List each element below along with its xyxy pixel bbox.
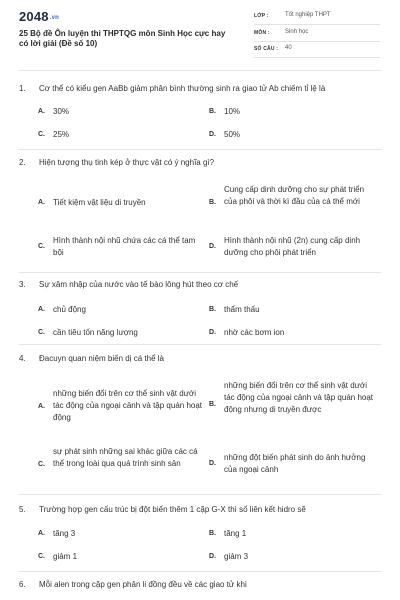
option-letter: D. [209,131,216,138]
option-text: 30% [53,107,70,116]
option-text: nhờ các bơm ion [224,328,285,337]
document-header [0,0,400,70]
option-text: tăng 3 [53,529,76,538]
option-letter: A. [38,199,45,206]
question-text: Trường hợp gen cấu trúc bị đột biến thêm 1 cặp G-X thì số liên kết hidro sẽ [39,505,306,514]
option-letter: A. [38,306,45,313]
meta-subject [254,27,380,42]
question-divider [19,344,381,345]
site-logo[interactable] [19,9,59,24]
option-letter: C. [38,243,45,250]
option-text: sự phát sinh những sai khác giữa các cá thể trong loài qua quá trình sinh sản [53,447,198,468]
question-number: 2. [19,158,26,167]
question-text: Hiện tượng thụ tinh kép ở thực vật có ý nghĩa gì? [39,158,215,167]
question-divider [19,272,381,273]
option-text: Hình thành nội nhũ (2n) cung cấp dinh dưỡng cho phôi phát triển [224,236,361,257]
meta-class-label: LỚP : [254,13,269,19]
option-text: tăng 1 [224,529,247,538]
question-text: Cơ thể có kiểu gen AaBb giảm phân bình thường sinh ra giao tử Ab chiếm tỉ lệ là [39,84,326,93]
question-text: Đacuyn quan niệm biến dị cá thể là [39,354,164,363]
option-text: Cung cấp dinh dưỡng cho sự phát triển của phôi và thời kì đầu của cá thể mới [224,185,365,206]
option-letter: B. [209,401,216,408]
meta-subject-label: MÔN : [254,30,270,36]
option-text: Hình thành nội nhũ chứa các cá thể tam bội [53,236,196,257]
option-text: Tiết kiệm vật liệu di truyền [53,198,146,207]
option-text: giảm 1 [53,552,78,561]
logo-text: 2048 [19,9,49,24]
header-divider [19,70,381,71]
question-number: 3. [19,280,26,289]
meta-class [254,10,380,25]
option-text: chủ động [53,305,86,314]
option-letter: B. [209,306,216,313]
logo-suffix: .vn [49,15,60,21]
question-text: Mỗi alen trong cặp gen phân li đồng đều về các giao tử khi [39,580,247,589]
document-title: 25 Bộ đề Ôn luyện thi THPTQG môn Sinh Học cực hay có lời giải (Đề số 10) [19,29,226,48]
question-number: 1. [19,84,26,93]
question-divider [19,149,381,150]
question-divider [19,494,381,495]
option-text: những biến đổi trên cơ thể sinh vật dưới tác động của ngoại cảnh và tập quán hoạt động nhưng di truyền được [224,381,374,414]
meta-class-value: Tốt nghiệp THPT [285,12,331,18]
option-letter: B. [209,108,216,115]
option-letter: D. [209,553,216,560]
option-letter: D. [209,243,216,250]
question-number: 5. [19,505,26,514]
option-letter: D. [209,329,216,336]
option-text: giảm 3 [224,552,249,561]
meta-count [254,43,380,58]
option-text: 10% [224,107,241,116]
option-text: cần tiêu tốn năng lượng [53,328,138,337]
option-letter: A. [38,530,45,537]
question-number: 6. [19,580,26,589]
option-text: những biến đổi trên cơ thể sinh vật dưới tác động của ngoại cảnh và tập quán hoạt động [53,389,203,422]
option-letter: C. [38,131,45,138]
option-letter: D. [209,460,216,467]
option-letter: C. [38,553,45,560]
option-text: 25% [53,130,70,139]
question-text: Sự xâm nhập của nước vào tế bào lông hút theo cơ chế [39,280,239,289]
meta-count-value: 40 [285,45,292,51]
meta-subject-value: Sinh học [285,29,309,35]
option-text: thẩm thấu [224,305,260,314]
question-number: 4. [19,354,26,363]
option-letter: A. [38,403,45,410]
option-letter: A. [38,108,45,115]
option-text: những đột biến phát sinh do ảnh hưởng của ngoại cảnh [224,453,366,474]
meta-count-label: SỐ CÂU : [254,46,279,52]
option-letter: C. [38,461,45,468]
option-letter: B. [209,199,216,206]
question-divider [19,571,381,572]
option-letter: C. [38,329,45,336]
option-text: 50% [224,130,241,139]
option-letter: B. [209,530,216,537]
